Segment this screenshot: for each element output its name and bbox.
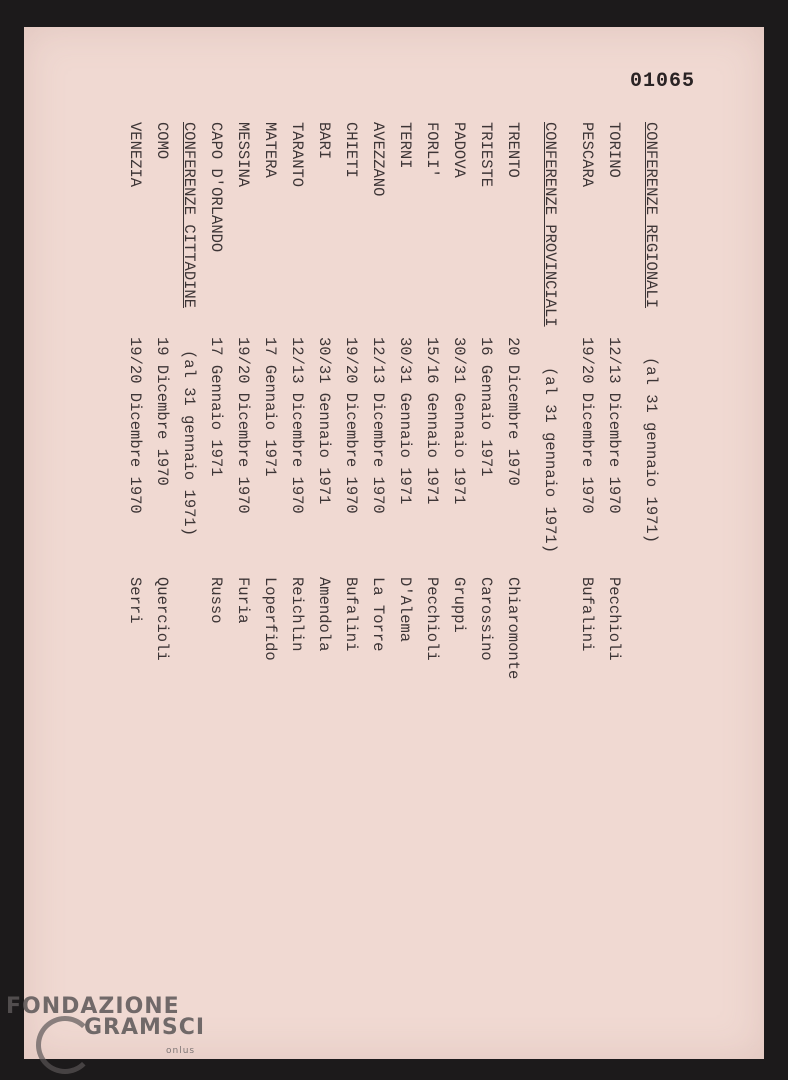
table-row [596, 122, 623, 682]
table-row [198, 122, 225, 682]
row-place: VENEZIA [126, 122, 144, 188]
table-row [360, 122, 387, 682]
table-row [569, 122, 596, 682]
row-name: Bufalini [342, 577, 360, 652]
table-row [225, 122, 252, 682]
row-name: La Torre [369, 577, 387, 652]
row-date: 30/31 Gennaio 1971 [315, 337, 333, 505]
row-place: TRENTO [504, 122, 522, 178]
section-note: (al 31 gennaio 1971) [180, 350, 198, 537]
fondazione-gramsci-logo [6, 994, 206, 1056]
row-name: Serri [126, 577, 144, 624]
table-row [333, 122, 360, 682]
table-row [279, 122, 306, 682]
row-date: 19/20 Dicembre 1970 [126, 337, 144, 514]
table-row [468, 122, 495, 682]
table-row [306, 122, 333, 682]
row-place: FORLI' [423, 122, 441, 178]
row-name: Chiaromonte [504, 577, 522, 680]
row-place: TARANTO [288, 122, 306, 188]
row-name: Loperfido [261, 577, 279, 661]
row-date: 12/13 Dicembre 1970 [605, 337, 623, 514]
row-date: 15/16 Gennaio 1971 [423, 337, 441, 505]
section-note: (al 31 gennaio 1971) [541, 367, 559, 554]
section-title: CONFERENZE CITTADINE [180, 122, 198, 309]
row-name: Reichlin [288, 577, 306, 652]
table-row [117, 122, 144, 682]
logo-ring-icon [36, 1016, 94, 1074]
row-place: PESCARA [578, 122, 596, 188]
row-name: Amendola [315, 577, 333, 652]
row-name: Russo [207, 577, 225, 624]
row-date: 16 Gennaio 1971 [477, 337, 495, 477]
row-date: 17 Gennaio 1971 [261, 337, 279, 477]
section-header-cittadine [171, 122, 198, 682]
section-title: CONFERENZE REGIONALI [642, 122, 660, 309]
table-row [495, 122, 522, 682]
document-number: 01065 [630, 70, 696, 93]
row-name: Furia [234, 577, 252, 624]
row-date: 30/31 Gennaio 1971 [450, 337, 468, 505]
row-date: 20 Dicembre 1970 [504, 337, 522, 486]
row-name: D'Alema [396, 577, 414, 643]
logo-line2: GRAMSCI [84, 1015, 206, 1040]
row-place: TORINO [605, 122, 623, 178]
row-place: PADOVA [450, 122, 468, 178]
section-header-regionali [633, 122, 660, 682]
row-place: MATERA [261, 122, 279, 178]
row-date: 19/20 Dicembre 1970 [578, 337, 596, 514]
row-place: BARI [315, 122, 333, 160]
logo-sub: onlus [166, 1046, 196, 1056]
row-place: TRIESTE [477, 122, 495, 188]
section-header-provinciali [532, 122, 559, 682]
table-row [441, 122, 468, 682]
row-name: Bufalini [578, 577, 596, 652]
row-place: CHIETI [342, 122, 360, 178]
row-name: Gruppi [450, 577, 468, 633]
row-place: CAPO D'ORLANDO [207, 122, 225, 253]
row-date: 19/20 Dicembre 1970 [342, 337, 360, 514]
table-row [414, 122, 441, 682]
row-place: MESSINA [234, 122, 252, 188]
table-row [252, 122, 279, 682]
row-place: COMO [153, 122, 171, 160]
row-date: 12/13 Dicembre 1970 [369, 337, 387, 514]
table-row [387, 122, 414, 682]
row-date: 30/31 Gennaio 1971 [396, 337, 414, 505]
row-place: AVEZZANO [369, 122, 387, 197]
row-date: 19 Dicembre 1970 [153, 337, 171, 486]
row-name: Pecchioli [423, 577, 441, 661]
row-date: 12/13 Dicembre 1970 [288, 337, 306, 514]
section-note: (al 31 gennaio 1971) [642, 357, 660, 544]
table-row [144, 122, 171, 682]
rotated-text-block [117, 122, 660, 682]
logo-line1: FONDAZIONE [6, 994, 180, 1019]
row-date: 17 Gennaio 1971 [207, 337, 225, 477]
row-place: TERNI [396, 122, 414, 169]
row-name: Quercioli [153, 577, 171, 661]
row-name: Pecchioli [605, 577, 623, 661]
section-title: CONFERENZE PROVINCIALI [541, 122, 559, 327]
row-date: 19/20 Dicembre 1970 [234, 337, 252, 514]
row-name: Carossino [477, 577, 495, 661]
